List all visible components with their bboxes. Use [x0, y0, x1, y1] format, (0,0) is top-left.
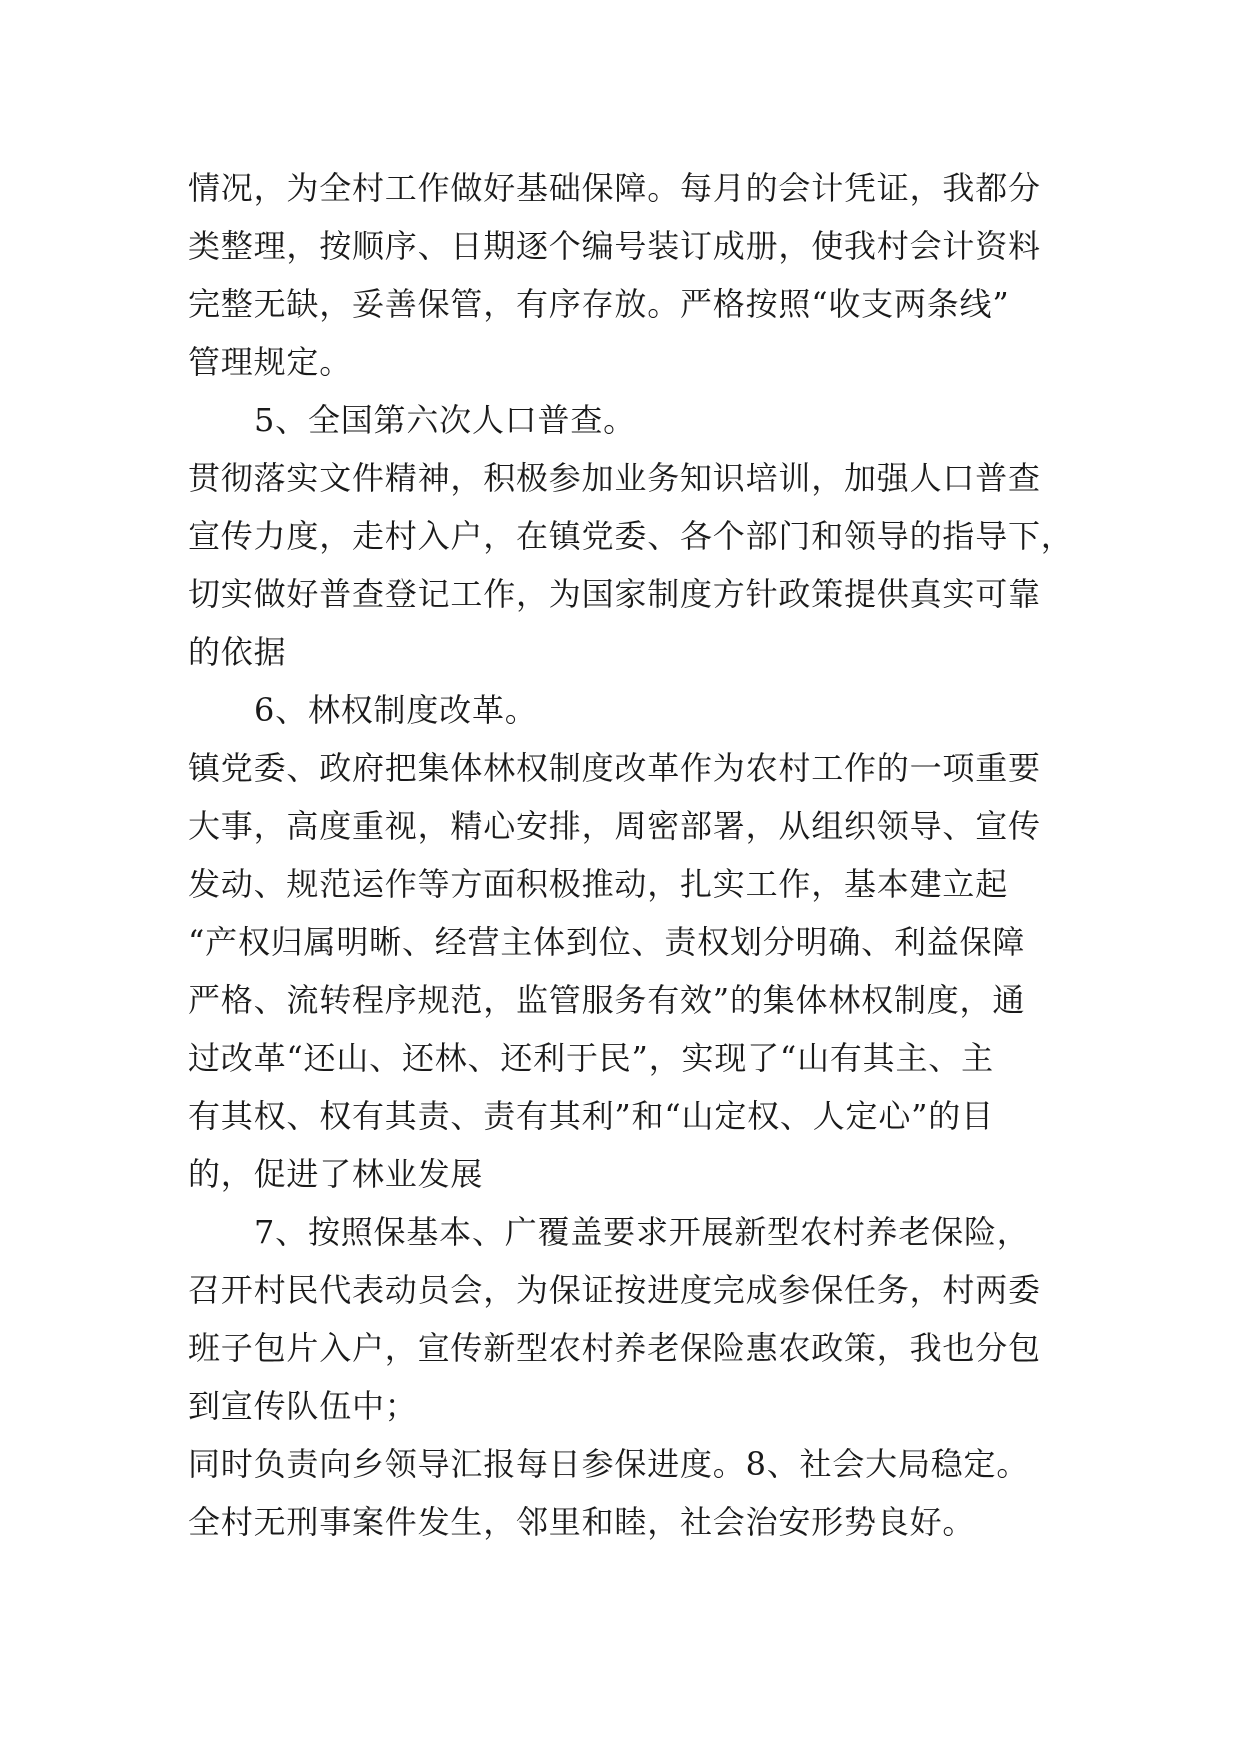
text-line: 班子包片入户，宣传新型农村养老保险惠农政策，我也分包	[188, 1329, 1041, 1367]
section-heading-5: 5、全国第六次人口普查。	[254, 401, 636, 439]
text-line: 到宣传队伍中；	[188, 1387, 418, 1425]
text-line: 发动、规范运作等方面积极推动，扎实工作，基本建立起	[188, 865, 1009, 903]
text-line: 大事，高度重视，精心安排，周密部署，从组织领导、宣传	[188, 807, 1041, 845]
text-line: 有其权、权有其责、责有其利”和“山定权、人定心”的目	[188, 1097, 994, 1135]
text-line: 的，促进了林业发展	[188, 1155, 484, 1193]
text-line: 贯彻落实文件精神，积极参加业务知识培训，加强人口普查	[188, 459, 1041, 497]
text-line: 同时负责向乡领导汇报每日参保进度。8、社会大局稳定。	[188, 1445, 1030, 1483]
text-line: 切实做好普查登记工作，为国家制度方针政策提供真实可靠	[188, 575, 1041, 613]
section-heading-6: 6、林权制度改革。	[254, 691, 538, 729]
text-line: 完整无缺，妥善保管，有序存放。严格按照“收支两条线”	[188, 285, 1010, 323]
text-line: 情况，为全村工作做好基础保障。每月的会计凭证，我都分	[188, 169, 1041, 207]
text-line: 镇党委、政府把集体林权制度改革作为农村工作的一项重要	[188, 749, 1041, 787]
text-line: 的依据	[188, 633, 287, 671]
text-line: 管理规定。	[188, 343, 353, 381]
text-line: 严格、流转程序规范，监管服务有效”的集体林权制度，通	[188, 981, 1026, 1019]
text-line: 类整理，按顺序、日期逐个编号装订成册，使我村会计资料	[188, 227, 1041, 265]
text-line: 全村无刑事案件发生，邻里和睦，社会治安形势良好。	[188, 1503, 976, 1541]
text-line: “产权归属明晰、经营主体到位、责权划分明确、利益保障	[188, 923, 1026, 961]
section-heading-7: 7、按照保基本、广覆盖要求开展新型农村养老保险，	[254, 1213, 1030, 1251]
text-line: 过改革“还山、还林、还利于民”，实现了“山有其主、主	[188, 1039, 994, 1077]
text-line: 宣传力度，走村入户，在镇党委、各个部门和领导的指导下，	[188, 517, 1074, 555]
text-line: 召开村民代表动员会，为保证按进度完成参保任务，村两委	[188, 1271, 1041, 1309]
